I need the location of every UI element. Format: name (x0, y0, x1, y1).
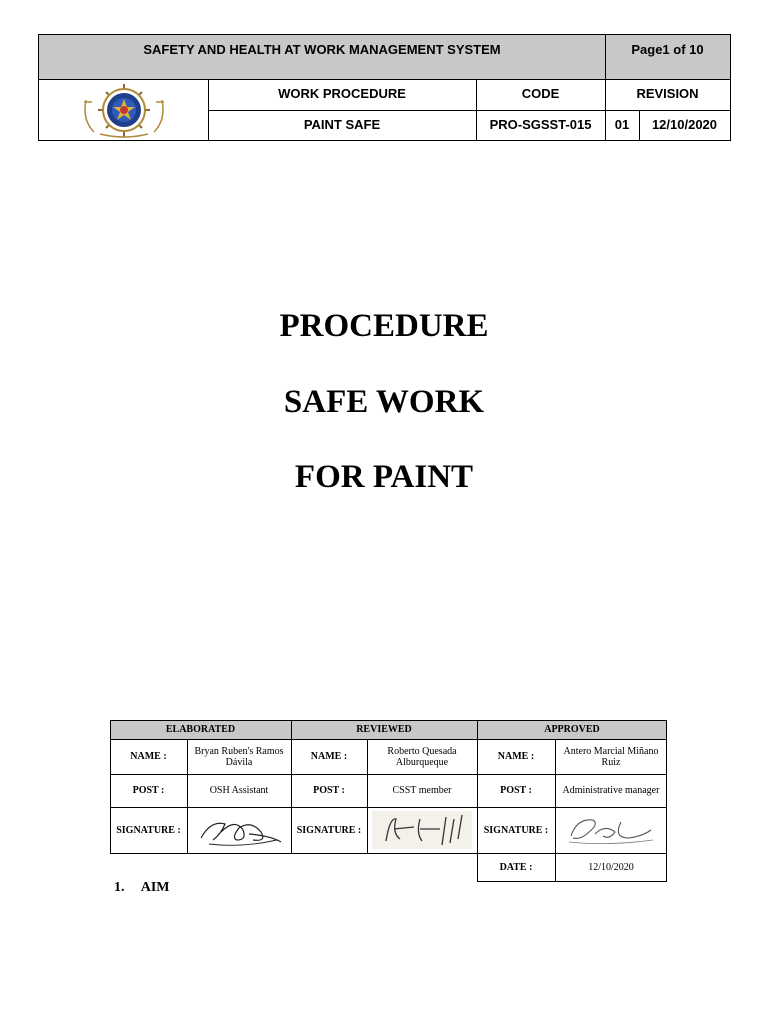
section-title: AIM (140, 880, 170, 895)
table-border (367, 739, 368, 854)
section-heading (114, 880, 170, 896)
doc-name-cell (208, 110, 476, 140)
name-label: NAME : (497, 751, 535, 762)
table-border (110, 774, 667, 775)
header-divider (39, 79, 730, 80)
elaborated-post: OSH Assistant (209, 785, 269, 796)
table-border (555, 739, 556, 882)
system-title: SAFETY AND HEALTH AT WORK MANAGEMENT SYSTEM (143, 42, 501, 57)
doc-name: PAINT SAFE (303, 117, 381, 132)
title-line-1: PROCEDURE (279, 308, 489, 344)
handwritten-signature-icon (191, 810, 287, 850)
handwritten-signature-icon (370, 809, 474, 851)
approved-signature (555, 807, 667, 853)
approved-name: Antero Marcial Miñano Ruiz (563, 745, 659, 768)
header-divider (476, 79, 477, 140)
column-approved: APPROVED (477, 720, 667, 739)
reviewed-post: CSST member (392, 785, 452, 796)
table-border (110, 807, 667, 808)
name-label: NAME : (130, 751, 167, 762)
header-divider (208, 79, 209, 140)
ship-wheel-emblem-icon (78, 80, 170, 140)
table-border (110, 720, 667, 721)
code-label-cell (476, 79, 605, 110)
revision-label: REVISION (636, 86, 699, 101)
code-value: PRO-SGSST-015 (489, 117, 592, 132)
revision-label-cell (605, 79, 730, 110)
column-elaborated: ELABORATED (110, 720, 291, 739)
table-border (110, 853, 667, 854)
logo-cell (39, 79, 208, 140)
table-border (666, 720, 667, 882)
header-divider (208, 110, 730, 111)
title-line-2: SAFE WORK (283, 384, 485, 420)
document-header-table (38, 34, 731, 141)
post-label: POST : (132, 785, 165, 796)
post-label: POST : (500, 785, 532, 796)
code-value-cell (476, 110, 605, 140)
name-label: NAME : (310, 751, 348, 762)
reviewed-signature (367, 807, 477, 853)
page-number-cell (605, 35, 730, 79)
handwritten-signature-icon (559, 810, 663, 850)
section-number: 1. (114, 880, 125, 895)
revision-date: 12/10/2020 (651, 117, 718, 132)
revision-number-cell (605, 110, 639, 140)
doc-type-label: WORK PROCEDURE (278, 86, 406, 101)
approval-table (110, 720, 667, 882)
table-border (110, 739, 667, 740)
signature-label: SIGNATURE : (296, 824, 362, 836)
table-border (477, 881, 667, 882)
revision-number: 01 (614, 117, 630, 132)
header-divider (639, 110, 640, 140)
elaborated-name: Bryan Ruben's Ramos Dávila (194, 745, 284, 768)
reviewed-name: Roberto Quesada Alburqueque (387, 745, 457, 768)
approved-date: 12/10/2020 (588, 862, 634, 873)
table-border (187, 739, 188, 854)
column-reviewed: REVIEWED (291, 720, 477, 739)
table-border (110, 720, 111, 854)
title-line-3: FOR PAINT (294, 459, 474, 495)
doc-type-label-cell (208, 79, 476, 110)
signature-label: SIGNATURE : (116, 824, 181, 836)
date-label: DATE : (499, 862, 533, 873)
post-label: POST : (313, 785, 345, 796)
table-border (477, 720, 478, 882)
approved-post: Administrative manager (562, 785, 660, 796)
header-divider (605, 35, 606, 140)
table-border (291, 720, 292, 854)
signature-label: SIGNATURE : (483, 824, 549, 836)
revision-date-cell (639, 110, 730, 140)
elaborated-signature (187, 807, 291, 853)
page-number: Page1 of 10 (631, 42, 704, 57)
code-label: CODE (521, 86, 560, 101)
system-title-cell (39, 35, 605, 79)
